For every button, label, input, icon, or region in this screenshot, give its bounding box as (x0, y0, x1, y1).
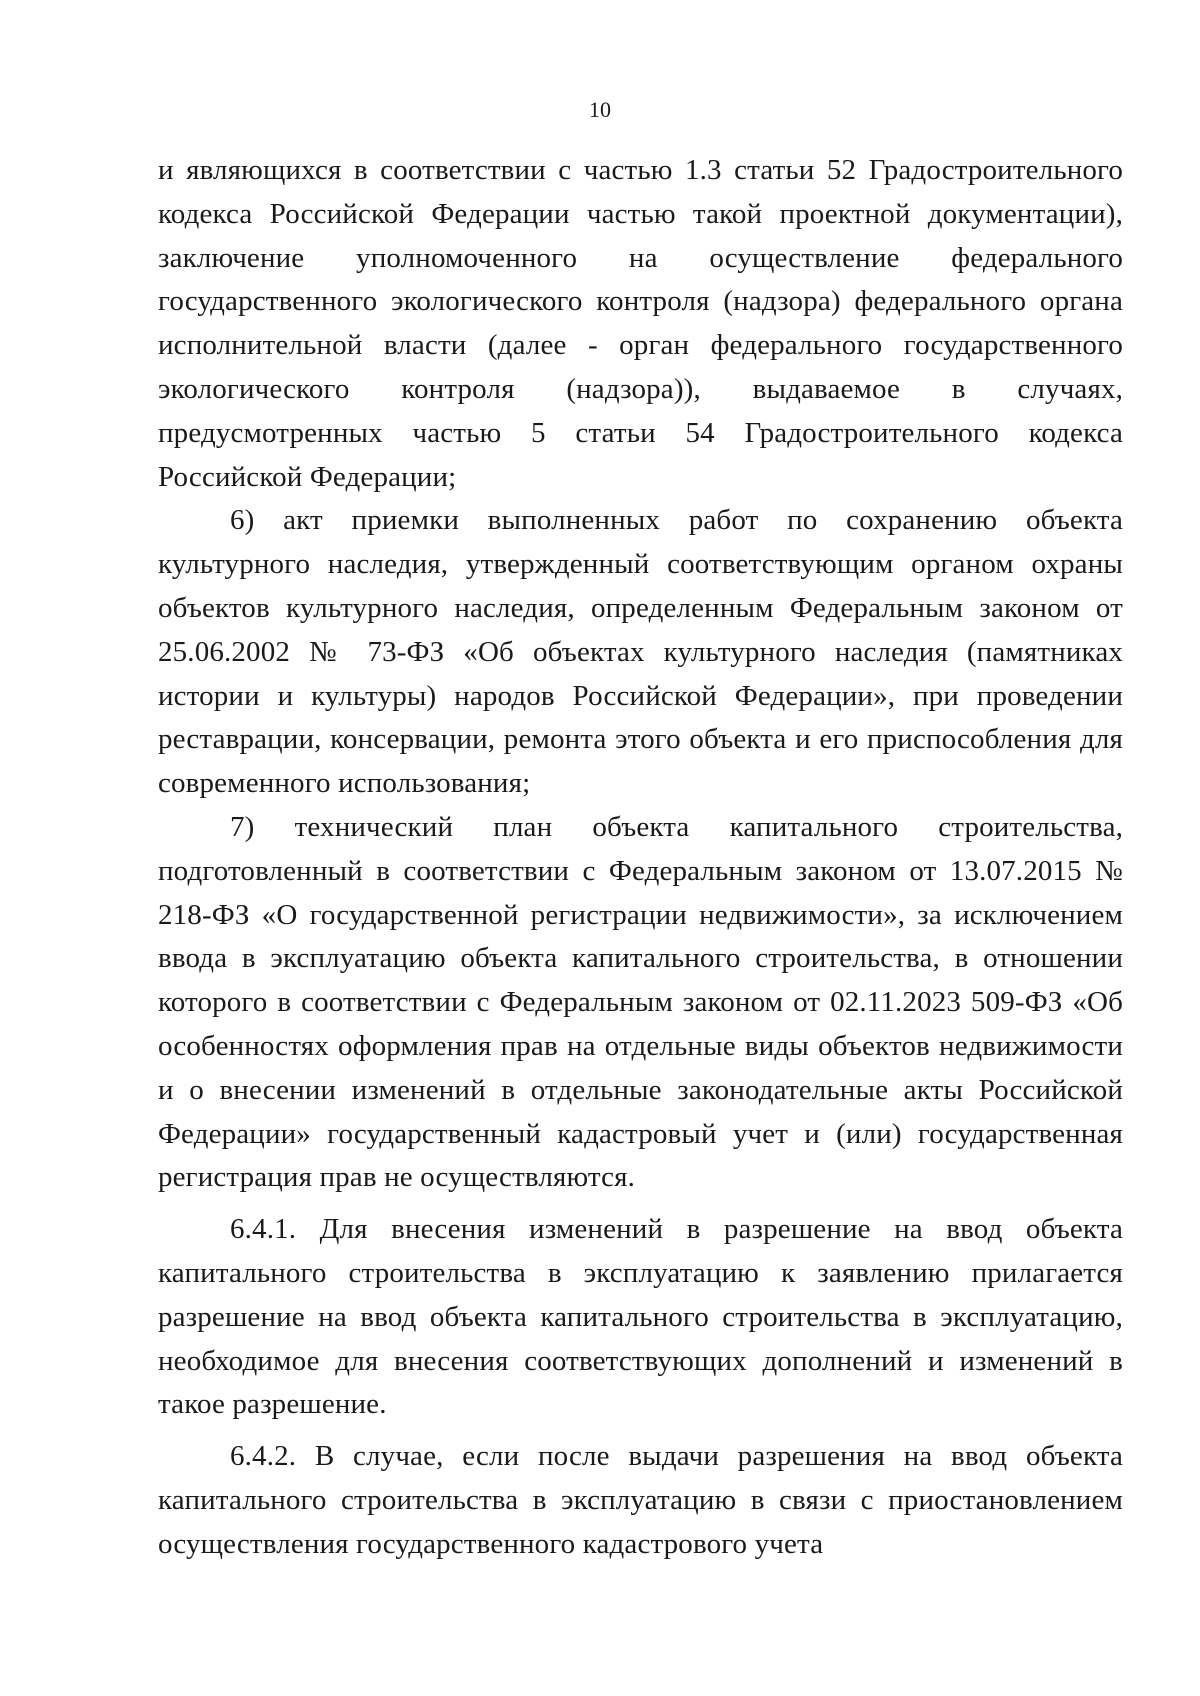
paragraph-item-7: 7) технический план объекта капитального строительства, подготовленный в соответствии с Федеральным законом от 13.07.2015 № 218-ФЗ «О государственной регистрации недвижимости», за исключением ввода в эксплуатацию объекта капитального строительства, в отношении которого в соответствии с Федеральным законом от 02.11.2023 509-ФЗ «Об особенностях оформления прав на отдельные виды объектов недвижимости и о внесении изменений в отдельные законодательные акты Российской Федерации» государственный кадастровый учет и (или) государственная регистрация прав не осуществляются. (158, 810, 1123, 1194)
document-body (158, 149, 1123, 1567)
paragraph-item-6: 6) акт приемки выполненных работ по сохранению объекта культурного наследия, утвержденный соответствующим органом охраны объектов культурного наследия, определенным Федеральным законом от 25.06.2002 № 73-ФЗ «Об объектах культурного наследия (памятниках истории и культуры) народов Российской Федерации», при проведении реставрации, консервации, ремонта этого объекта и его приспособления для современного использования; (158, 504, 1123, 800)
paragraph-6-4-1: 6.4.1. Для внесения изменений в разрешение на ввод объекта капитального строительства в эксплуатацию к заявлению прилагается разрешение на ввод объекта капитального строительства в эксплуатацию, необходимое для внесения соответствующих дополнений и изменений в такое разрешение. (158, 1213, 1123, 1421)
paragraph-6-4-2: 6.4.2. В случае, если после выдачи разрешения на ввод объекта капитального строительства в эксплуатацию в связи с приостановлением осуществления государственного кадастрового учета (158, 1440, 1123, 1560)
page-number: 10 (589, 97, 611, 122)
paragraph-continuation: и являющихся в соответствии с частью 1.3 статьи 52 Градостроительного кодекса Российской Федерации частью такой проектной документации), заключение уполномоченного на осуществление федерального государственного экологического контроля (надзора) федерального органа исполнительной власти (далее - орган федерального государственного экологического контроля (надзора)), выдаваемое в случаях, предусмотренных частью 5 статьи 54 Градостроительного кодекса Российской Федерации; (158, 154, 1123, 493)
